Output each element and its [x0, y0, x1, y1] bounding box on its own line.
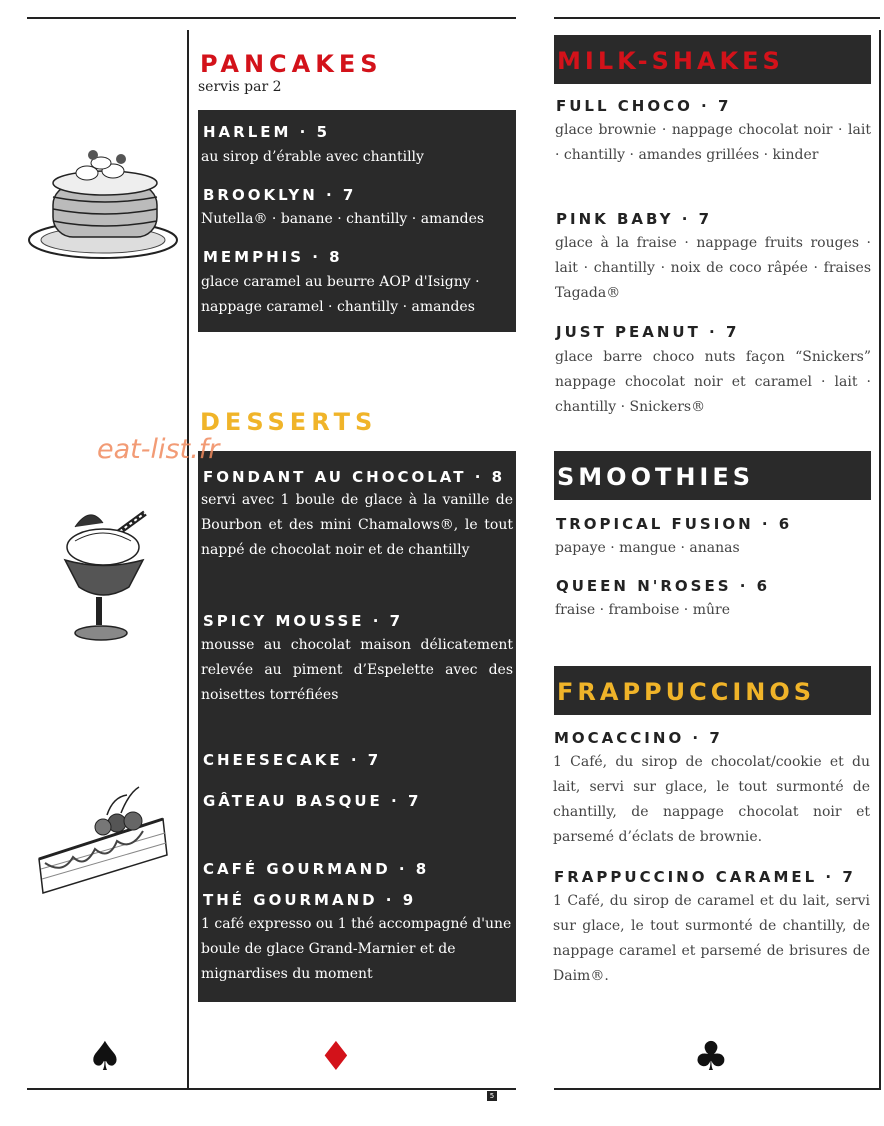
menu-item-desc: fraise · framboise · mûre [555, 602, 730, 618]
menu-item-name: MOCACCINO · 7 [554, 729, 723, 747]
top-rule-left [27, 17, 516, 19]
menu-item-desc: glace barre choco nuts façon “Snickers” nappage chocolat noir et caramel · lait · chantilly · Snickers® [555, 349, 871, 415]
bottom-rule-right [554, 1088, 880, 1090]
top-rule-right [554, 17, 880, 19]
menu-item-desc: 1 café expresso ou 1 thé accompagné d'une boule de glace Grand-Marnier et de mignardises du moment [201, 916, 512, 982]
menu-item-name: CAFÉ GOURMAND · 8 [203, 860, 430, 878]
menu-item-desc: au sirop d’érable avec chantilly [201, 149, 424, 165]
pancakes-menu-box [198, 110, 516, 332]
vertical-rule-left [187, 30, 189, 1090]
menu-item-name: HARLEM · 5 [203, 123, 331, 141]
frappuccinos-title: FRAPPUCCINOS [557, 678, 816, 706]
menu-item-desc: glace brownie · nappage chocolat noir · lait · chantilly · amandes grillées · kinder [555, 122, 871, 163]
watermark: eat-list.fr [97, 434, 220, 465]
menu-item-name: MEMPHIS · 8 [203, 248, 343, 266]
milkshakes-banner [554, 35, 871, 84]
sundae-illustration-icon [55, 505, 155, 645]
spade-icon: ♠ [87, 1034, 123, 1080]
menu-item-name: TROPICAL FUSION · 6 [556, 515, 793, 533]
pancakes-title: PANCAKES [200, 50, 383, 78]
smoothies-banner [554, 451, 871, 500]
menu-item-name: QUEEN N'ROSES · 6 [556, 577, 771, 595]
cherry-pie-illustration-icon [33, 785, 173, 900]
desserts-menu-box [198, 451, 516, 1002]
menu-item-desc: 1 Café, du sirop de caramel et du lait, servi sur glace, le tout surmonté de chantilly, de nappage caramel et parsemé de brisures de Daim®. [553, 893, 870, 984]
menu-item-desc: glace à la fraise · nappage fruits rouges · lait · chantilly · noix de coco râpée · fraises Tagada® [555, 235, 871, 301]
menu-item-name: GÂTEAU BASQUE · 7 [203, 792, 422, 810]
smoothies-title: SMOOTHIES [557, 463, 755, 491]
menu-item-name: CHEESECAKE · 7 [203, 751, 382, 769]
menu-item-name: FONDANT AU CHOCOLAT · 8 [203, 468, 506, 486]
menu-item-desc: Nutella® · banane · chantilly · amandes [201, 211, 485, 227]
menu-item-desc: papaye · mangue · ananas [555, 540, 740, 556]
menu-item-name: THÉ GOURMAND · 9 [203, 891, 417, 909]
menu-item-name: PINK BABY · 7 [556, 210, 713, 228]
menu-item-name: JUST PEANUT · 7 [556, 323, 740, 341]
frappuccinos-banner [554, 666, 871, 715]
vertical-rule-right [879, 30, 881, 1090]
diamond-icon: ♦ [318, 1034, 354, 1080]
menu-item-desc: mousse au chocolat maison délicatement relevée au piment d’Espelette avec des noisettes torréfiées [201, 637, 513, 703]
pancakes-subtitle: servis par 2 [198, 79, 282, 95]
bottom-rule-left [27, 1088, 516, 1090]
menu-item-name: BROOKLYN · 7 [203, 186, 357, 204]
desserts-title: DESSERTS [200, 408, 378, 436]
club-icon: ♣ [693, 1034, 729, 1080]
milkshakes-title: MILK-SHAKES [557, 47, 784, 75]
menu-item-name: FULL CHOCO · 7 [556, 97, 732, 115]
menu-item-name: FRAPPUCCINO CARAMEL · 7 [554, 868, 856, 886]
menu-item-desc: glace caramel au beurre AOP d'Isigny · nappage caramel · chantilly · amandes [201, 274, 480, 315]
menu-item-desc: 1 Café, du sirop de chocolat/cookie et du lait, servi sur glace, le tout surmonté de chantilly, de nappage chocolat noir et parsemé d’éclats de brownie. [553, 754, 870, 845]
menu-item-desc: servi avec 1 boule de glace à la vanille de Bourbon et des mini Chamalows®, le tout nappé de chocolat noir et de chantilly [201, 492, 513, 558]
pancakes-illustration-icon [25, 145, 185, 265]
menu-item-name: SPICY MOUSSE · 7 [203, 612, 404, 630]
page-number: 5 [487, 1091, 497, 1101]
